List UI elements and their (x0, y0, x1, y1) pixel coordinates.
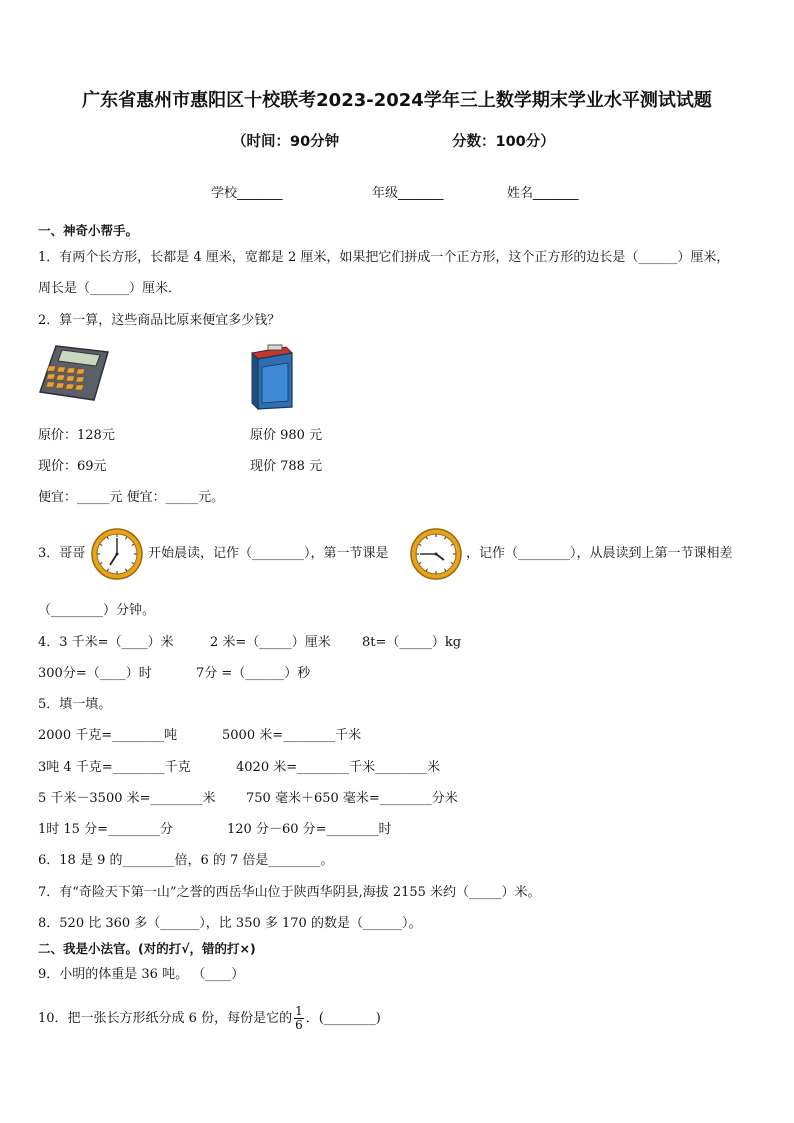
fraction-denominator: 6 (295, 1018, 303, 1032)
question-5-g: 1时 15 分=________分 (38, 822, 173, 837)
calculator-image (38, 344, 110, 402)
question-4-part-c: 8t=（_____）kg (362, 635, 462, 650)
question-1-line-1: 1．有两个长方形，长都是 4 厘米，宽都是 2 厘米，如果把它们拼成一个正方形，这个正方形的边长是（______）厘米， (38, 250, 730, 265)
calculator-original-price: 原价：128元 (38, 428, 115, 443)
question-3-part-c: ，记作（________），从晨读到上第一节课相差 (466, 546, 733, 561)
question-5-h: 120 分－60 分=________时 (227, 822, 392, 837)
question-3-part-a: 3．哥哥 (38, 546, 86, 561)
question-6: 6．18 是 9 的________倍，6 的 7 倍是________。 (38, 853, 334, 868)
question-9: 9．小明的体重是 36 吨。 （____） (38, 967, 245, 982)
question-5-c: 3吨 4 千克=________千克 (38, 760, 191, 775)
question-10-answer: ．(________) (305, 1011, 381, 1026)
page-title: 广东省惠州市惠阳区十校联考2023-2024学年三上数学期末学业水平测试试题 (82, 90, 712, 111)
bag-image (246, 343, 298, 411)
question-5: 5．填一填。 (38, 697, 112, 712)
question-8: 8．520 比 360 多（______），比 350 多 170 的数是（______）。 (38, 916, 422, 931)
clock-icon-1 (90, 527, 144, 581)
question-10-text: 10．把一张长方形纸分成 6 份，每份是它的 (38, 1011, 293, 1026)
fraction-one-sixth (294, 1005, 304, 1032)
question-2: 2．算一算，这些商品比原来便宜多少钱？ (38, 313, 281, 328)
question-1-line-2: 周长是（______）厘米． (38, 281, 182, 296)
question-4-part-b: 2 米=（_____）厘米 (210, 635, 331, 650)
bag-original-price: 原价 980 元 (250, 428, 323, 443)
question-10 (38, 1001, 381, 1037)
question-5-e: 5 千米－3500 米=________米 (38, 791, 216, 806)
question-5-b: 5000 米=________千米 (222, 728, 362, 743)
question-5-a: 2000 千克=________吨 (38, 728, 178, 743)
name-field[interactable]: 姓名_______ (507, 186, 579, 201)
school-field[interactable]: 学校_______ (211, 186, 283, 201)
question-4-part-d: 300分=（____）时 (38, 666, 152, 681)
question-5-d: 4020 米=________千米________米 (236, 760, 441, 775)
exam-score: 分数：100分） (452, 134, 555, 150)
bag-current-price: 现价 788 元 (250, 459, 323, 474)
grade-field[interactable]: 年级_______ (372, 186, 444, 201)
calculator-current-price: 现价：69元 (38, 459, 107, 474)
question-3-part-b: 开始晨读，记作（________），第一节课是 (148, 546, 389, 561)
section-heading-2: 二、我是小法官。(对的打√，错的打×) (38, 941, 256, 956)
clock-icon-2 (409, 527, 463, 581)
question-4-part-a: 4．3 千米=（____）米 (38, 635, 174, 650)
question-7: 7．有“奇险天下第一山”之誉的西岳华山位于陕西华阴县,海拔 2155 米约（_____）米。 (38, 885, 541, 900)
fraction-numerator: 1 (295, 1004, 303, 1018)
question-3-line-2: （________）分钟。 (38, 603, 156, 618)
question-5-f: 750 毫米＋650 毫米=________分米 (246, 791, 458, 806)
section-heading-1: 一、神奇小帮手。 (38, 223, 139, 238)
cheaper-answers: 便宜：_____元 便宜：_____元。 (38, 490, 225, 505)
exam-time: （时间：90分钟 (232, 134, 340, 150)
question-4-part-e: 7分 =（______）秒 (196, 666, 311, 681)
